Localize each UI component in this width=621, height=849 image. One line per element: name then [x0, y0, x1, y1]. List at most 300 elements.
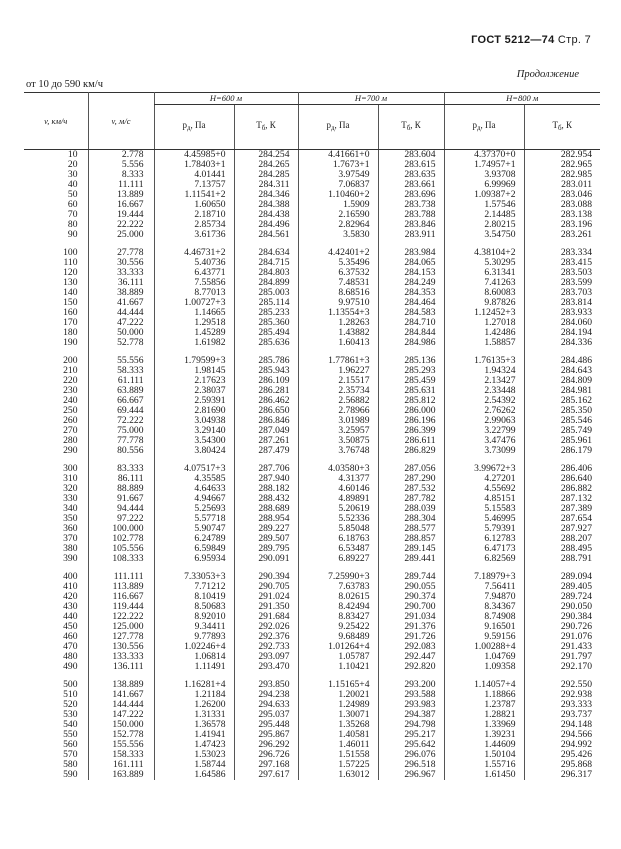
table-cell: 7.71212: [154, 582, 234, 592]
table-cell: 284.153: [378, 268, 444, 278]
table-cell: 50: [67, 189, 78, 200]
table-cell: 100.000: [88, 524, 154, 534]
table-cell: 410: [63, 581, 78, 592]
table-cell: 1.7673+1: [298, 160, 378, 170]
table-cell: 13.889: [88, 190, 154, 200]
table-cell: 25.000: [88, 230, 154, 240]
table-cell: 290: [63, 445, 78, 456]
table-cell: 460: [63, 631, 78, 642]
table-cell: 38.889: [88, 288, 154, 298]
page-header: [471, 34, 591, 46]
table-cell: 1.51558: [298, 750, 378, 760]
table-cell: 294.148: [524, 720, 600, 730]
table-cell: 72.222: [88, 416, 154, 426]
table-cell: 290.705: [234, 582, 298, 592]
table-cell: 6.82569: [444, 554, 524, 564]
col-header-v-kmh: v, км/ч: [24, 93, 88, 150]
table-cell: 297.168: [234, 760, 298, 770]
table-cell: 291.076: [524, 632, 600, 642]
table-cell: 94.444: [88, 504, 154, 514]
table-cell: 291.684: [234, 612, 298, 622]
table-cell: 283.138: [524, 210, 600, 220]
table-cell: 10: [67, 149, 78, 160]
table-cell: 19.444: [88, 210, 154, 220]
table-cell: 4.85151: [444, 494, 524, 504]
table-cell: 1.09387+2: [444, 190, 524, 200]
table-cell: 580: [63, 759, 78, 770]
table-cell: 283.011: [524, 180, 600, 190]
table-cell: 9.68489: [298, 632, 378, 642]
table-cell: 1.14057+4: [444, 680, 524, 690]
table-cell: 6.43771: [154, 268, 234, 278]
table-cell: 286.829: [378, 446, 444, 456]
page-number: Стр. 7: [557, 34, 591, 46]
table-cell: 1.26200: [154, 700, 234, 710]
table-cell: 293.200: [378, 680, 444, 690]
table-cell: 163.889: [88, 770, 154, 780]
table-cell: 340: [63, 503, 78, 514]
table-cell: 40: [67, 179, 78, 190]
table-cell: 210: [63, 365, 78, 376]
table-cell: 287.479: [234, 446, 298, 456]
table-cell: 285.459: [378, 376, 444, 386]
table-cell: 295.642: [378, 740, 444, 750]
table-cell: 285.360: [234, 318, 298, 328]
table-cell: 284.844: [378, 328, 444, 338]
table-cell: 111.111: [88, 572, 154, 582]
table-cell: 3.25957: [298, 426, 378, 436]
table-body: [24, 150, 600, 781]
table-cell: 285.786: [234, 356, 298, 366]
table-cell: 283.788: [378, 210, 444, 220]
table-cell: 287.940: [234, 474, 298, 484]
table-cell: 33.333: [88, 268, 154, 278]
height-header-700: H=700 м: [298, 93, 444, 105]
table-cell: 86.111: [88, 474, 154, 484]
table-cell: 283.615: [378, 160, 444, 170]
table-cell: 286.399: [378, 426, 444, 436]
table-cell: 1.60650: [154, 200, 234, 210]
table-cell: 286.196: [378, 416, 444, 426]
table-cell: 1.29518: [154, 318, 234, 328]
table-cell: 6.37532: [298, 268, 378, 278]
table-cell: 1.12452+3: [444, 308, 524, 318]
table-cell: 61.111: [88, 376, 154, 386]
table-cell: 150: [63, 297, 78, 308]
table-cell: 1.20021: [298, 690, 378, 700]
table-cell: 7.33053+3: [154, 572, 234, 582]
table-cell: 284.583: [378, 308, 444, 318]
table-cell: 5.90747: [154, 524, 234, 534]
table-cell: 7.25990+3: [298, 572, 378, 582]
table-cell: 590: [63, 769, 78, 780]
table-cell: 285.943: [234, 366, 298, 376]
table-cell: 27.778: [88, 248, 154, 258]
table-cell: 283.911: [378, 230, 444, 240]
table-cell: 284.986: [378, 338, 444, 348]
table-cell: 122.222: [88, 612, 154, 622]
table-cell: 160: [63, 307, 78, 318]
table-cell: 2.78966: [298, 406, 378, 416]
table-cell: 2.18710: [154, 210, 234, 220]
table-cell: 292.820: [378, 662, 444, 672]
table-cell: 1.11541+2: [154, 190, 234, 200]
table-cell: 284.803: [234, 268, 298, 278]
table-cell: 50.000: [88, 328, 154, 338]
table-row: [24, 554, 600, 564]
table-cell: 291.726: [378, 632, 444, 642]
table-cell: 285.494: [234, 328, 298, 338]
table-cell: 30: [67, 169, 78, 180]
col-header-t: $T_б$, К: [524, 105, 600, 150]
table-cell: 1.28821: [444, 710, 524, 720]
table-cell: 2.85734: [154, 220, 234, 230]
table-cell: 292.376: [234, 632, 298, 642]
table-cell: 289.227: [234, 524, 298, 534]
table-cell: 287.132: [524, 494, 600, 504]
table-cell: 1.57225: [298, 760, 378, 770]
table-cell: 1.00288+4: [444, 642, 524, 652]
table-cell: 3.76748: [298, 446, 378, 456]
table-cell: 490: [63, 661, 78, 672]
table-cell: 283.696: [378, 190, 444, 200]
table-cell: 1.76135+3: [444, 356, 524, 366]
table-cell: 58.333: [88, 366, 154, 376]
table-cell: 1.15165+4: [298, 680, 378, 690]
table-cell: 2.99063: [444, 416, 524, 426]
table-cell: 4.94667: [154, 494, 234, 504]
table-cell: 5.35496: [298, 258, 378, 268]
table-cell: 400: [63, 571, 78, 582]
table-cell: 20: [67, 159, 78, 170]
table-cell: 1.57546: [444, 200, 524, 210]
table-cell: 1.06814: [154, 652, 234, 662]
table-cell: 300: [63, 463, 78, 474]
table-cell: 150.000: [88, 720, 154, 730]
table-cell: 295.448: [234, 720, 298, 730]
table-cell: 2.38037: [154, 386, 234, 396]
table-cell: 283.984: [378, 248, 444, 258]
table-cell: 1.45289: [154, 328, 234, 338]
table-cell: 9.34411: [154, 622, 234, 632]
table-cell: 1.58857: [444, 338, 524, 348]
table-cell: 288.954: [234, 514, 298, 524]
table-cell: 285.003: [234, 288, 298, 298]
table-cell: 291.376: [378, 622, 444, 632]
table-cell: 8.10419: [154, 592, 234, 602]
table-cell: 155.556: [88, 740, 154, 750]
table-cell: 4.55692: [444, 484, 524, 494]
table-cell: 295.868: [524, 760, 600, 770]
table-cell: 290.700: [378, 602, 444, 612]
table-cell: 285.114: [234, 298, 298, 308]
table-cell: 284.254: [234, 150, 298, 161]
table-cell: 270: [63, 425, 78, 436]
table-cell: 288.039: [378, 504, 444, 514]
table-cell: 320: [63, 483, 78, 494]
table-cell: 296.518: [378, 760, 444, 770]
table-cell: 2.76262: [444, 406, 524, 416]
table-cell: 282.965: [524, 160, 600, 170]
table-cell: 290.050: [524, 602, 600, 612]
table-cell: 293.097: [234, 652, 298, 662]
table-cell: 470: [63, 641, 78, 652]
table-cell: 295.037: [234, 710, 298, 720]
table-cell: 110: [63, 257, 78, 268]
table-cell: 291.350: [234, 602, 298, 612]
table-cell: 3.80424: [154, 446, 234, 456]
table-cell: 285.136: [378, 356, 444, 366]
table-cell: 290.055: [378, 582, 444, 592]
table-cell: 550: [63, 729, 78, 740]
table-cell: 80: [67, 219, 78, 230]
table-cell: 540: [63, 719, 78, 730]
table-cell: 1.39231: [444, 730, 524, 740]
table-cell: 284.715: [234, 258, 298, 268]
table-cell: 1.13554+3: [298, 308, 378, 318]
table-cell: 283.604: [378, 150, 444, 161]
table-cell: 4.60146: [298, 484, 378, 494]
table-cell: 288.577: [378, 524, 444, 534]
table-cell: 52.778: [88, 338, 154, 348]
table-cell: 1.28263: [298, 318, 378, 328]
table-cell: 66.667: [88, 396, 154, 406]
table-cell: 289.405: [524, 582, 600, 592]
table-cell: 295.867: [234, 730, 298, 740]
table-cell: 55.556: [88, 356, 154, 366]
table-cell: 1.64586: [154, 770, 234, 780]
table-cell: 287.290: [378, 474, 444, 484]
table-cell: 292.083: [378, 642, 444, 652]
table-cell: 3.5830: [298, 230, 378, 240]
table-cell: 284.561: [234, 230, 298, 240]
table-cell: 230: [63, 385, 78, 396]
table-cell: 285.636: [234, 338, 298, 348]
col-header-v-ms: v, м/с: [88, 93, 154, 150]
table-cell: 3.54750: [444, 230, 524, 240]
table-cell: 293.588: [378, 690, 444, 700]
table-cell: 293.737: [524, 710, 600, 720]
table-cell: 44.444: [88, 308, 154, 318]
table-cell: 6.18763: [298, 534, 378, 544]
table-cell: 1.42486: [444, 328, 524, 338]
table-cell: 105.556: [88, 544, 154, 554]
table-cell: 284.353: [378, 288, 444, 298]
table-cell: 2.33448: [444, 386, 524, 396]
table-cell: 296.292: [234, 740, 298, 750]
table-cell: 560: [63, 739, 78, 750]
table-cell: 284.981: [524, 386, 600, 396]
table-cell: 286.406: [524, 464, 600, 474]
table-cell: 283.088: [524, 200, 600, 210]
table-cell: 288.207: [524, 534, 600, 544]
table-cell: 1.58744: [154, 760, 234, 770]
table-cell: 4.45985+0: [154, 150, 234, 161]
table-cell: 3.99672+3: [444, 464, 524, 474]
table-cell: 289.094: [524, 572, 600, 582]
table-cell: 90: [67, 229, 78, 240]
table-cell: 440: [63, 611, 78, 622]
table-cell: 144.444: [88, 700, 154, 710]
table-cell: 36.111: [88, 278, 154, 288]
table-cell: 284.464: [378, 298, 444, 308]
table-cell: 1.78403+1: [154, 160, 234, 170]
table-cell: 286.846: [234, 416, 298, 426]
table-cell: 284.710: [378, 318, 444, 328]
table-cell: 288.182: [234, 484, 298, 494]
table-cell: 6.47173: [444, 544, 524, 554]
table-cell: 290.726: [524, 622, 600, 632]
table-cell: 570: [63, 749, 78, 760]
table-cell: 260: [63, 415, 78, 426]
table-cell: 6.12783: [444, 534, 524, 544]
table-cell: 294.238: [234, 690, 298, 700]
table-cell: 291.433: [524, 642, 600, 652]
table-cell: 292.938: [524, 690, 600, 700]
table-cell: 1.04769: [444, 652, 524, 662]
table-cell: 350: [63, 513, 78, 524]
table-cell: 3.47476: [444, 436, 524, 446]
table-cell: 1.02246+4: [154, 642, 234, 652]
table-cell: 8.77013: [154, 288, 234, 298]
table-cell: 295.426: [524, 750, 600, 760]
table-cell: 9.77893: [154, 632, 234, 642]
table-cell: 2.14485: [444, 210, 524, 220]
table-cell: 285.749: [524, 426, 600, 436]
table-cell: 286.640: [524, 474, 600, 484]
table-cell: 6.95934: [154, 554, 234, 564]
table-cell: 283.503: [524, 268, 600, 278]
table-cell: 286.882: [524, 484, 600, 494]
table-cell: 284.060: [524, 318, 600, 328]
table-cell: 5.79391: [444, 524, 524, 534]
table-cell: 450: [63, 621, 78, 632]
table-cell: 291.797: [524, 652, 600, 662]
document-code: ГОСТ 5212—74: [471, 34, 555, 46]
table-cell: 430: [63, 601, 78, 612]
table-cell: 8.02615: [298, 592, 378, 602]
table-cell: 7.55856: [154, 278, 234, 288]
table-cell: 295.217: [378, 730, 444, 740]
table-cell: 290.091: [234, 554, 298, 564]
table-cell: 5.20619: [298, 504, 378, 514]
table-cell: 102.778: [88, 534, 154, 544]
atmosphere-table: [24, 92, 600, 780]
table-cell: 152.778: [88, 730, 154, 740]
table-cell: 7.94870: [444, 592, 524, 602]
table-cell: 4.89891: [298, 494, 378, 504]
table-cell: 296.967: [378, 770, 444, 780]
table-cell: 41.667: [88, 298, 154, 308]
table-cell: 284.809: [524, 376, 600, 386]
table-cell: 282.985: [524, 170, 600, 180]
table-cell: 1.09358: [444, 662, 524, 672]
table-cell: 7.06837: [298, 180, 378, 190]
table-cell: 1.61982: [154, 338, 234, 348]
table-cell: 288.857: [378, 534, 444, 544]
table-cell: 4.41661+0: [298, 150, 378, 161]
table-cell: 147.222: [88, 710, 154, 720]
table-cell: 1.11491: [154, 662, 234, 672]
table-cell: 63.889: [88, 386, 154, 396]
table-cell: 380: [63, 543, 78, 554]
table-cell: 285.812: [378, 396, 444, 406]
table-cell: 97.222: [88, 514, 154, 524]
table-cell: 9.16501: [444, 622, 524, 632]
table-cell: 294.798: [378, 720, 444, 730]
table-cell: 288.495: [524, 544, 600, 554]
table-cell: 284.065: [378, 258, 444, 268]
table-cell: 83.333: [88, 464, 154, 474]
table-cell: 1.77861+3: [298, 356, 378, 366]
table-cell: 22.222: [88, 220, 154, 230]
table-cell: 1.16281+4: [154, 680, 234, 690]
table-cell: 6.24789: [154, 534, 234, 544]
table-cell: 8.83427: [298, 612, 378, 622]
table-cell: 289.507: [234, 534, 298, 544]
table-cell: 1.31331: [154, 710, 234, 720]
table-cell: 5.15583: [444, 504, 524, 514]
table-cell: 284.899: [234, 278, 298, 288]
table-cell: 1.47423: [154, 740, 234, 750]
height-header-800: H=800 м: [444, 93, 600, 105]
table-cell: 1.74957+1: [444, 160, 524, 170]
table-cell: 125.000: [88, 622, 154, 632]
table-cell: 6.99969: [444, 180, 524, 190]
table-cell: 1.21184: [154, 690, 234, 700]
table-cell: 296.076: [378, 750, 444, 760]
table-cell: 1.96227: [298, 366, 378, 376]
table-cell: 2.82964: [298, 220, 378, 230]
table-cell: 240: [63, 395, 78, 406]
speed-range-caption: от 10 до 590 км/ч: [26, 79, 103, 90]
table-cell: 287.261: [234, 436, 298, 446]
table-cell: 280: [63, 435, 78, 446]
table-cell: 285.293: [378, 366, 444, 376]
table-cell: 289.795: [234, 544, 298, 554]
table-cell: 127.778: [88, 632, 154, 642]
table-cell: 287.927: [524, 524, 600, 534]
table-cell: 8.34367: [444, 602, 524, 612]
table-cell: 510: [63, 689, 78, 700]
table-cell: 287.654: [524, 514, 600, 524]
table-cell: 5.57718: [154, 514, 234, 524]
table-cell: 330: [63, 493, 78, 504]
table-cell: 1.01264+4: [298, 642, 378, 652]
table-cell: 70: [67, 209, 78, 220]
table-cell: 292.550: [524, 680, 600, 690]
table-cell: 286.179: [524, 446, 600, 456]
table-cell: 287.389: [524, 504, 600, 514]
table-cell: 287.782: [378, 494, 444, 504]
table-cell: 30.556: [88, 258, 154, 268]
table-cell: 288.791: [524, 554, 600, 564]
table-cell: 100: [63, 247, 78, 258]
table-cell: 7.48531: [298, 278, 378, 288]
table-cell: 360: [63, 523, 78, 534]
table-cell: 286.281: [234, 386, 298, 396]
table-cell: 288.304: [378, 514, 444, 524]
table-cell: 3.01989: [298, 416, 378, 426]
table-cell: 296.726: [234, 750, 298, 760]
table-cell: 130.556: [88, 642, 154, 652]
table-cell: 220: [63, 375, 78, 386]
table-cell: 77.778: [88, 436, 154, 446]
table-cell: 1.18866: [444, 690, 524, 700]
table-cell: 2.35734: [298, 386, 378, 396]
table-cell: 1.30071: [298, 710, 378, 720]
table-cell: 283.196: [524, 220, 600, 230]
